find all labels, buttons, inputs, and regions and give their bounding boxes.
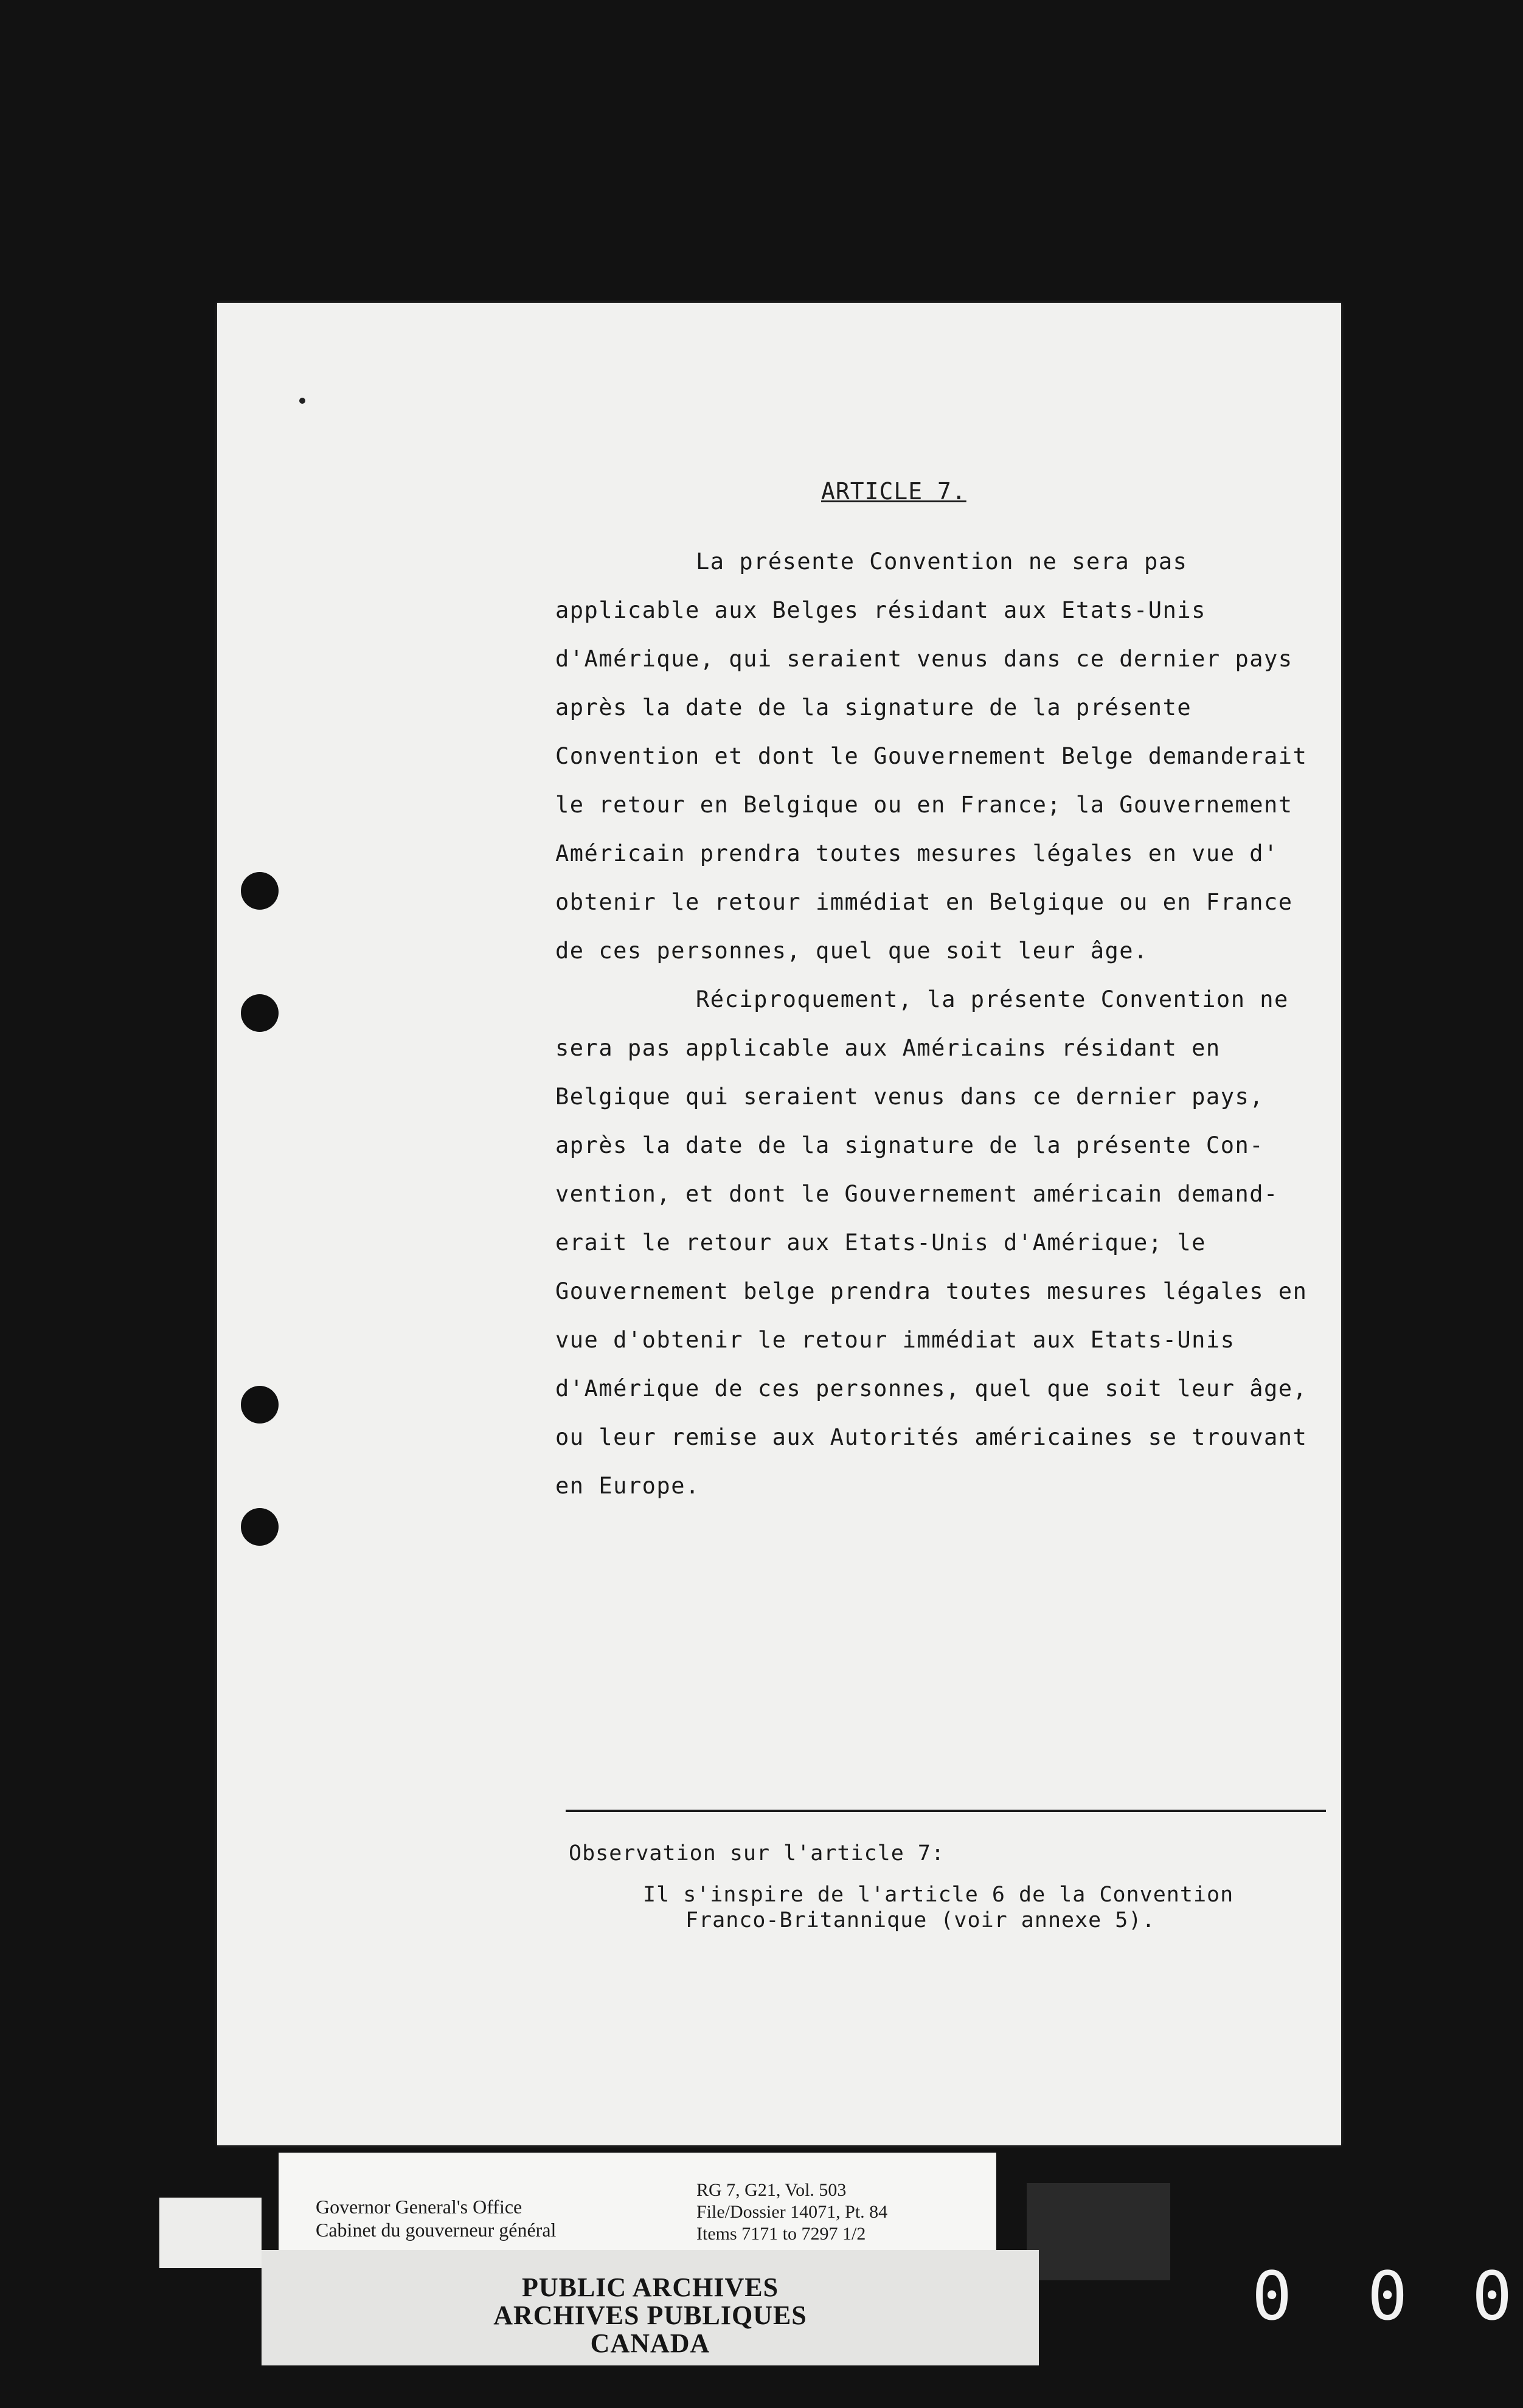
text-line: Belgique qui seraient venus dans ce dernier pays, xyxy=(555,1084,1265,1110)
text-line: erait le retour aux Etats-Unis d'Amérique; le xyxy=(555,1230,1206,1256)
text-line: vue d'obtenir le retour immédiat aux Etats-Unis xyxy=(555,1327,1235,1353)
archive-stamp xyxy=(262,2250,1039,2365)
text-line: Gouvernement belge prendra toutes mesures légales en xyxy=(555,1278,1308,1304)
punch-hole xyxy=(241,872,279,910)
text-line: Américain prendra toutes mesures légales en vue d' xyxy=(555,840,1278,867)
archive-reference: RG 7, G21, Vol. 503 xyxy=(696,2180,847,2200)
text-line: obtenir le retour immédiat en Belgique ou en France xyxy=(555,889,1293,915)
observation-heading: Observation sur l'article 7: xyxy=(569,1841,945,1866)
label-strip xyxy=(159,2198,262,2268)
punch-hole xyxy=(241,1508,279,1546)
film-block xyxy=(1027,2183,1170,2280)
text-line: d'Amérique, qui seraient venus dans ce dernier pays xyxy=(555,646,1293,672)
observation-line: Franco-Britannique (voir annexe 5). xyxy=(685,1908,1156,1932)
observation-line: Il s'inspire de l'article 6 de la Convention xyxy=(643,1883,1234,1907)
text-line: Convention et dont le Gouvernement Belge demanderait xyxy=(555,743,1308,769)
text-line: vention, et dont le Gouvernement américain demand- xyxy=(555,1181,1278,1207)
footnote-rule xyxy=(566,1810,1326,1812)
stamp-line: CANADA xyxy=(590,2328,710,2358)
text-line: en Europe. xyxy=(555,1473,700,1499)
text-line: après la date de la signature de la présente Con- xyxy=(555,1132,1265,1158)
text-line: La présente Convention ne sera pas xyxy=(696,548,1188,575)
text-line: d'Amérique de ces personnes, quel que soit leur âge, xyxy=(555,1375,1308,1402)
stamp-line: ARCHIVES PUBLIQUES xyxy=(493,2300,807,2330)
archive-label xyxy=(279,2153,996,2264)
frame-digit: 0 xyxy=(1252,2257,1292,2335)
frame-digit: 0 xyxy=(1367,2257,1408,2335)
text-line: de ces personnes, quel que soit leur âge. xyxy=(555,938,1148,964)
office-english: Governor General's Office xyxy=(316,2196,522,2218)
frame-digit: 0 xyxy=(1472,2257,1513,2335)
stamp-line: PUBLIC ARCHIVES xyxy=(521,2272,779,2302)
text-line: sera pas applicable aux Américains résidant en xyxy=(555,1035,1221,1061)
text-line: ou leur remise aux Autorités américaines se trouvant xyxy=(555,1424,1308,1450)
office-french: Cabinet du gouverneur général xyxy=(316,2219,557,2241)
punch-hole xyxy=(241,1386,279,1424)
document-page xyxy=(217,303,1341,2145)
article-title: ARTICLE 7. xyxy=(821,478,966,505)
text-line: Réciproquement, la présente Convention ne xyxy=(696,986,1289,1012)
text-line: le retour en Belgique ou en France; la Gouvernement xyxy=(555,792,1293,818)
text-line: applicable aux Belges résidant aux Etats-Unis xyxy=(555,597,1206,623)
archive-items: Items 7171 to 7297 1/2 xyxy=(696,2224,866,2244)
text-line: après la date de la signature de la présente xyxy=(555,694,1192,721)
punch-hole xyxy=(241,994,279,1032)
paper-mark xyxy=(299,398,305,404)
archive-file: File/Dossier 14071, Pt. 84 xyxy=(696,2202,888,2222)
